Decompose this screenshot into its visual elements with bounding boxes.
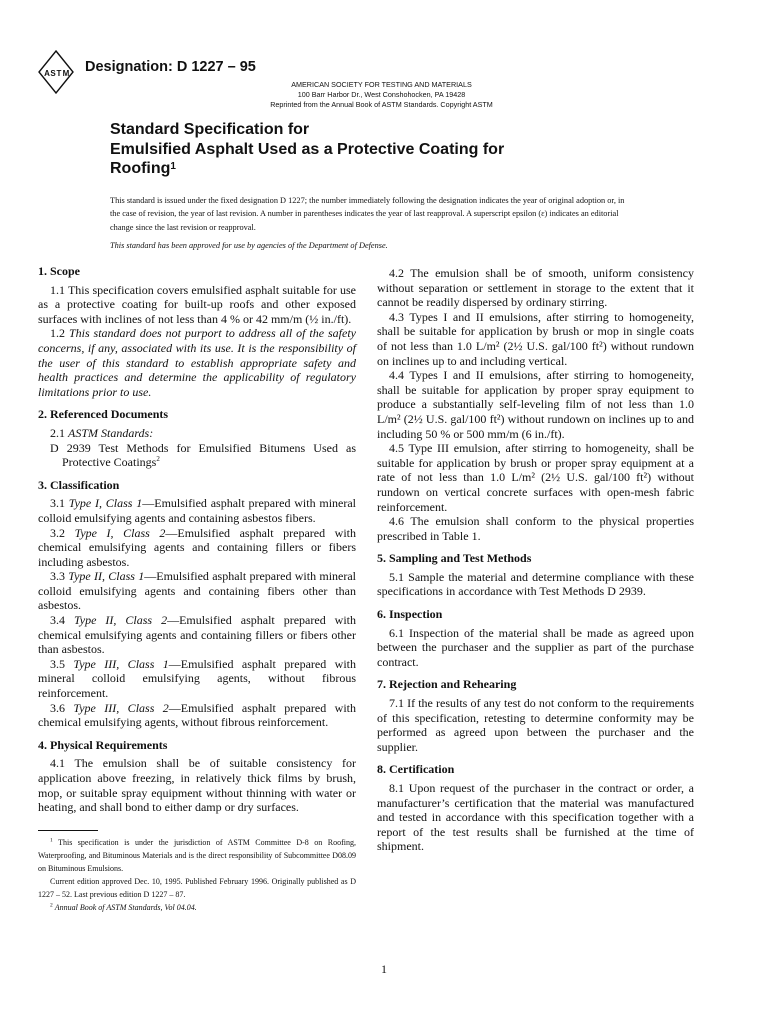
publisher-line: Reprinted from the Annual Book of ASTM Standards. Copyright ASTM xyxy=(270,99,493,109)
issue-note: This standard is issued under the fixed designation D 1227; the number immediately following the designation indicates the year of original adoption or, in the case of revision, the year of last revision. A number in parentheses indicates the year of last reapproval. A superscript epsilon (ε) indicates an editorial change since the last revision or reapproval. xyxy=(110,196,625,232)
paragraph: 8.1 Upon request of the purchaser in the contract or order, a manufacturer’s certification that the material was manufactured and tested in accordance with this specification together with a report of the test results shall be furnished at the time of shipment. xyxy=(377,781,694,854)
classification-item: 3.3 Type II, Class 1—Emulsified asphalt prepared with mineral colloid emulsifying agents and containing fibers other than asbestos. xyxy=(38,569,357,613)
svg-text:A: A xyxy=(44,69,50,78)
footnote-mark: 1 xyxy=(170,161,176,172)
paragraph: 4.3 Types I and II emulsions, after stirring to homogeneity, shall be suitable for application by brush or mop in single coats of not less than 1.0 L/m² (2½ U.S. gal/100 ft²) without rundown on inclines up to and including vertical. xyxy=(377,309,694,368)
publisher-line: AMERICAN SOCIETY FOR TESTING AND MATERIALS xyxy=(291,80,472,89)
paragraph: 5.1 Sample the material and determine compliance with these specifications in accordance with Test Methods D 2939. xyxy=(377,569,694,599)
paragraph: 4.4 Types I and II emulsions, after stirring to homogeneity, shall be suitable for application by proper spray equipment to produce a substantially self-leveling film of not less than 1.0 L/m² (2½ U.S. gal/100 ft²) without rundown on inclines up to and including 50 % or 500 mm/m (6 in./ft). xyxy=(377,368,694,441)
publisher-line: 100 Barr Harbor Dr., West Conshohocken, PA 19428 xyxy=(297,89,466,99)
section-heading: 3. Classification xyxy=(38,477,120,492)
section-heading: 1. Scope xyxy=(38,264,80,278)
classification-item: 3.2 Type I, Class 2—Emulsified asphalt prepared with chemical emulsifying agents and containing fillers or fibers including asbestos. xyxy=(38,525,356,569)
document-title xyxy=(110,120,504,179)
section-heading: 6. Inspection xyxy=(377,607,443,622)
paragraph: 7.1 If the results of any test do not conform to the requirements of this specification, retesting to determine conformity may be performed as agreed upon between the purchaser and the supplier. xyxy=(377,696,694,754)
section-heading: 5. Sampling and Test Methods xyxy=(377,551,532,566)
classification-item: 3.5 Type III, Class 1—Emulsified asphalt prepared with mineral colloid emulsifying agents, without fibrous reinforcement. xyxy=(38,656,357,701)
paragraph: 4.5 Type III emulsion, after stirring to homogeneity, shall be suitable for application by brush or proper spray equipment at a rate of not less than 1.0 L/m² (2½ U.S. gal/100 ft²) without rundown on vertical concrete surfaces with open-mesh fabric reinforcement. xyxy=(377,441,694,514)
classification-item: 3.4 Type II, Class 2—Emulsified asphalt prepared with chemical emulsifying agents and containing fillers or fibers other than asbestos. xyxy=(38,613,357,657)
classification-item: 3.6 Type III, Class 2—Emulsified asphalt prepared with chemical emulsifying agents, without fibrous reinforcement. xyxy=(38,700,357,730)
section-heading: 2. Referenced Documents xyxy=(38,407,169,422)
paragraph: 6.1 Inspection of the material shall be made as agreed upon between the purchaser and the supplier as part of the purchase contract. xyxy=(377,625,694,669)
footnote: $^1$ This specification is under the jurisdiction of ASTM Committee D-8 on Roofing, Waterproofing, and Bituminous Materials and is the direct responsibility of Subcommittee D08.09 on Bituminous Emulsions. xyxy=(38,837,356,873)
astm-logo-icon xyxy=(38,50,74,94)
approval-note: This standard has been approved for use by agencies of the Department of Defense. xyxy=(110,241,388,251)
title-text: Roofing xyxy=(110,160,171,177)
paragraph: 4.6 The emulsion shall conform to the physical properties prescribed in Table 1. xyxy=(377,514,694,543)
svg-text:M: M xyxy=(62,69,70,78)
page-number: 1 xyxy=(381,962,387,976)
preamble xyxy=(110,194,630,253)
left-column xyxy=(38,264,356,815)
svg-text:T: T xyxy=(56,69,62,78)
svg-text:S: S xyxy=(50,69,56,78)
title-line: Emulsified Asphalt Used as a Protective Coating for xyxy=(110,140,505,158)
footnotes xyxy=(38,836,356,914)
referenced-standard: D 2939 Test Methods for Emulsified Bitumens Used as Protective Coatings$^2$ xyxy=(50,440,356,470)
right-column xyxy=(377,266,694,854)
title-line: Standard Specification for xyxy=(110,121,310,138)
footnote-divider xyxy=(38,830,98,831)
section-heading: 7. Rejection and Rehearing xyxy=(377,677,517,692)
paragraph: 1.2 This standard does not purport to address all of the safety concerns, if any, associated with its use. It is the responsibility of the user of this standard to establish appropriate safety and health practices and determine the applicability of regulatory limitations prior to use. xyxy=(38,326,357,399)
paragraph: 4.1 The emulsion shall be of suitable consistency for application above freezing, in relatively thick films by brush, mop, or suitable spray equipment without thinning with water or heating, and shall bond to either damp or dry surfaces. xyxy=(38,756,356,815)
footnote: $^2$ Annual Book of ASTM Standards, Vol 04.04. xyxy=(50,902,197,912)
publisher-block xyxy=(180,80,583,109)
classification-item: 3.1 Type I, Class 1—Emulsified asphalt prepared with mineral colloid emulsifying agents and containing asbestos fibers. xyxy=(38,496,357,525)
designation: Designation: D 1227 – 95 xyxy=(85,59,256,75)
section-heading: 4. Physical Requirements xyxy=(38,737,168,752)
title-line xyxy=(110,159,504,179)
footnote: Current edition approved Dec. 10, 1995. Published February 1996. Originally published as D 1227 – 52. Last previous edition D 1227 – 87. xyxy=(38,877,356,899)
paragraph: 4.2 The emulsion shall be of smooth, uniform consistency without separation or settlement in storage to the extent that it cannot be readily dispersed by ordinary stirring. xyxy=(377,266,694,310)
paragraph: 2.1 ASTM Standards: xyxy=(50,425,154,440)
paragraph: 1.1 This specification covers emulsified asphalt suitable for use as a protective coating for built-up roofs and other exposed surfaces with inclines of not less than 4 % or 42 mm/m (½ in./ft). xyxy=(38,282,356,326)
section-heading: 8. Certification xyxy=(377,762,455,777)
